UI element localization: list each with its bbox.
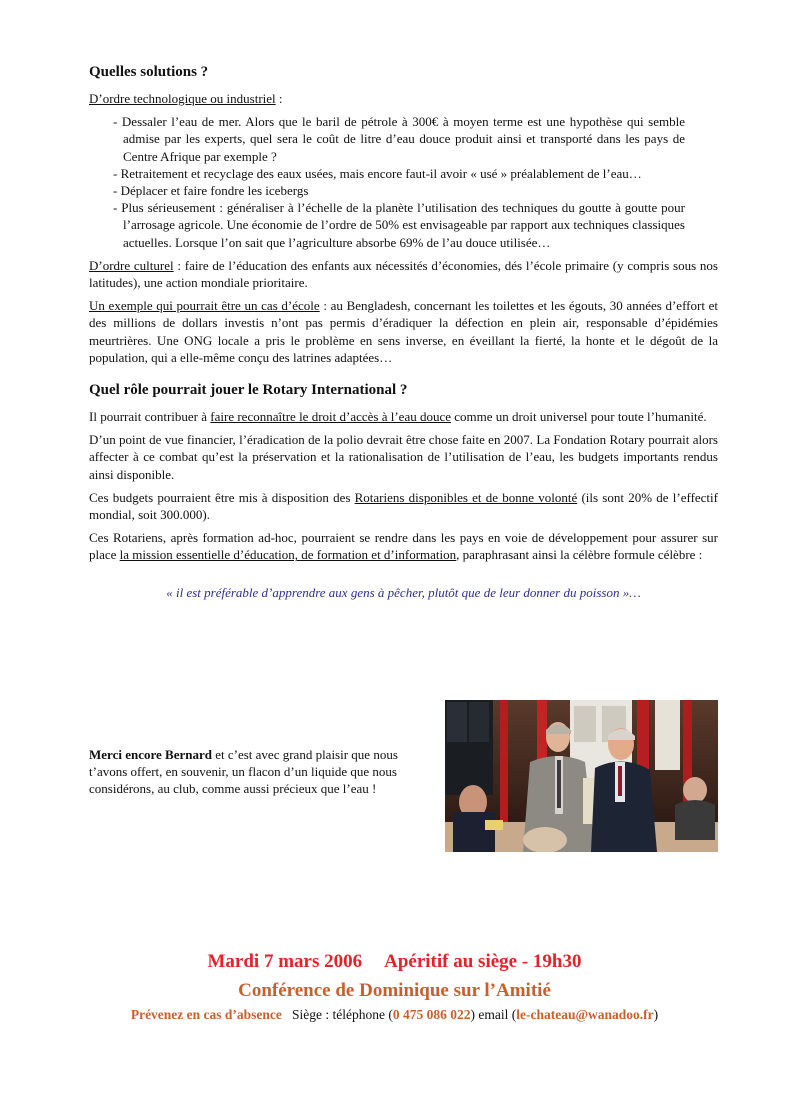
list-item: - Plus sérieusement : généraliser à l’échelle de la planète l’utilisation des techniques du goutte à goutte pour l’arrosage agricole. Une économie de l’ordre de 50% est envisageable par rapport aux techniques classiques actuelles. Lorsque l’on sait que l’agriculture absorbe 69% de l’au douce utilisée… — [113, 200, 685, 250]
rotary-paragraph-4: Ces Rotariens, après formation ad-hoc, pourraient se rendre dans les pays en voie de développement pour assurer sur place la mission essentielle d’éducation, de formation et d’information, paraphrasant ainsi la célèbre formule célèbre : — [89, 530, 718, 563]
thanks-paragraph: Merci encore Bernard et c’est avec grand plaisir que nous t’avons offert, en souvenir, un flacon d’un liquide que nous considérons, au club, comme aussi précieux que l’eau ! — [89, 747, 398, 797]
list-item: - Retraitement et recyclage des eaux usées, mais encore faut-il avoir « usé » préalablement de l’eau… — [113, 165, 642, 181]
rotary-paragraph-2: D’un point de vue financier, l’éradication de la polio devrait être chose faite en 2007. La Fondation Rotary pourrait alors affecter à ce combat qu’est la préservation et la rationalisation de l’utilisation de l’eau, les budgets importants rendus ainsi disponible. — [89, 432, 718, 482]
event-line — [0, 950, 789, 974]
techno-label: D’ordre technologique ou industriel — [89, 91, 276, 106]
quote: « il est préférable d’apprendre aux gens à pêcher, plutôt que de leur donner du poisson »… — [166, 584, 641, 600]
phone-number: 0 475 086 022 — [392, 1007, 471, 1022]
document-body — [89, 62, 718, 601]
thanks-name: Merci encore Bernard — [89, 747, 212, 762]
culture-paragraph: D’ordre culturel : faire de l’éducation des enfants aux nécessités d’économies, dés l’école primaire (y compris sous nos latitudes), une action mondiale prioritaire. — [89, 257, 718, 291]
rotary-paragraph-3: Ces budgets pourraient être mis à disposition des Rotariens disponibles et de bonne volonté (ils sont 20% de l’effectif mondial, soit 300.000). — [89, 489, 718, 523]
list-item: - Déplacer et faire fondre les icebergs — [113, 183, 309, 199]
techno-heading: D’ordre technologique ou industriel : — [89, 91, 283, 106]
section-title-solutions: Quelles solutions ? — [89, 64, 209, 80]
email-link[interactable]: le-chateau@wanadoo.fr — [516, 1007, 654, 1022]
solutions-list — [89, 113, 685, 251]
event-photo — [445, 700, 718, 852]
rotary-paragraph-1: Il pourrait contribuer à faire reconnaître le droit d’accès à l’eau douce comme un droit universel pour toute l’humanité. — [89, 409, 707, 425]
culture-label: D’ordre culturel — [89, 257, 174, 273]
footer — [0, 950, 789, 1025]
conference-title: Conférence de Dominique sur l’Amitié — [238, 980, 551, 1001]
example-label: Un exemple qui pourrait être un cas d’école — [89, 298, 320, 314]
event-title: Apéritif au siège - 19h30 — [384, 951, 582, 972]
section-title-rotary: Quel rôle pourrait jouer le Rotary International ? — [89, 382, 408, 399]
event-photo-illustration — [445, 700, 718, 852]
absence-notice: Prévenez en cas d’absence — [130, 1007, 282, 1022]
event-date: Mardi 7 mars 2006 — [207, 951, 363, 972]
example-paragraph: Un exemple qui pourrait être un cas d’école : au Bengladesh, concernant les toilettes et les égouts, 30 années d’effort et des millions de dollars investis n’ont pas permis d’éradiquer la défection en plein air, responsable d’épidémies meurtrières. Une ONG locale a pris le problème en sens inverse, en éveillant la fierté, la honte et le dégoût de la population, qui a elle-même conçu des latrines adaptées… — [89, 298, 718, 365]
contact-line: Prévenez en cas d’absence Siège : téléphone (0 475 086 022) email (le-chateau@wanadoo.fr) — [130, 1007, 659, 1022]
list-item: - Dessaler l’eau de mer. Alors que le baril de pétrole à 300€ à moyen terme est une hypothèse qui semble admise par les experts, quel sera le coût de litre d’eau douce produit ainsi et transporté dans les pays de Centre Afrique par exemple ? — [113, 114, 685, 164]
